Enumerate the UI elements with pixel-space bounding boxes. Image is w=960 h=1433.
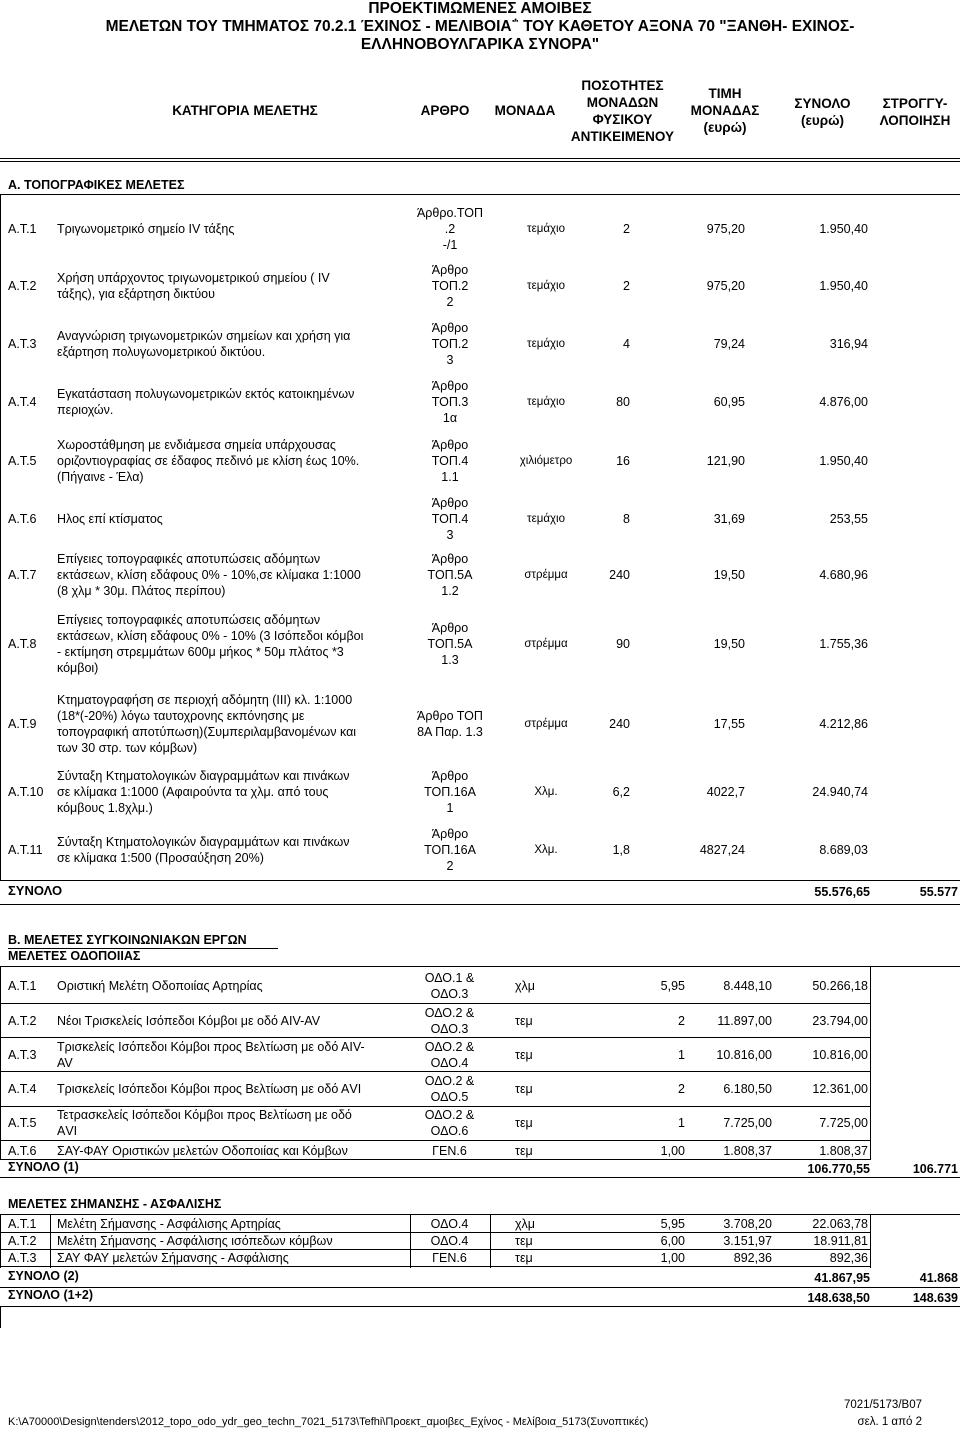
row-article-line: Άρθρο <box>431 551 469 566</box>
header-unit: ΜΟΝΑΔΑ <box>494 103 556 118</box>
row-unit: τεμάχιο <box>527 223 565 235</box>
row-unit-price: 19,50 <box>713 636 745 651</box>
row-description-line: (Πήγαινε - Έλα) <box>57 470 144 484</box>
row-unit: στρέμμα <box>524 637 568 650</box>
row-quantity: 1,00 <box>660 1251 685 1265</box>
row-code: Α.Τ.2 <box>8 1014 37 1028</box>
row-quantity: 8 <box>623 511 630 526</box>
section-b-sum-bottom <box>0 1177 960 1178</box>
row-quantity: 1,00 <box>660 1143 685 1158</box>
row-unit: τεμ <box>515 1143 533 1158</box>
row-total: 23.794,00 <box>812 1014 868 1028</box>
row-code: Α.Τ.4 <box>8 395 37 409</box>
row-description-line: εξάρτηση πολυγωνομετρικού δικτύου. <box>57 345 266 359</box>
row-code: Α.Τ.1 <box>8 222 37 236</box>
header-total: ΣΥΝΟΛΟ (ευρώ) <box>794 96 851 128</box>
header-category: ΚΑΤΗΓΟΡΙΑ ΜΕΛΕΤΗΣ <box>172 103 318 118</box>
row-description-line: σε κλίμακα 1:1000 (Αφαιρούντα τα χλμ. από τους <box>57 784 329 799</box>
row-description-line: Αναγνώριση τριγωνομετρικών σημείων και χρήση για <box>57 329 351 343</box>
row-description-line: - εκτίμηση στρεμμάτων 600μ μήκος * 50μ πλάτος *3 <box>57 644 344 659</box>
row-unit: Χλμ. <box>534 844 558 856</box>
section-a-left-border <box>0 194 1 880</box>
row-description-line: Τρισκελείς Ισόπεδοι Κόμβοι προς Βελτίωση με οδό ΑΙV- <box>57 1039 365 1054</box>
row-unit-price: 975,20 <box>706 278 745 293</box>
section-a-sum-bottom <box>0 904 960 905</box>
row-unit-price: 8.448,10 <box>723 979 772 993</box>
row-description-line: σε κλίμακα 1:500 (Προσαύξηση 20%) <box>57 851 264 865</box>
section-b-sum-rounded: 106.771 <box>912 1162 958 1176</box>
row-unit: τεμ <box>515 1116 533 1130</box>
row-article-line: ΤΟΠ.4 <box>431 454 469 468</box>
header-divider <box>0 158 960 159</box>
row-article-line: Άρθρο <box>431 321 469 335</box>
row-code: Α.Τ.1 <box>8 979 37 993</box>
row-article-line: .2 <box>444 222 456 236</box>
doc-title-line1: ΠΡΟΕΚΤΙΜΩΜΕΝΕΣ ΑΜΟΙΒΕΣ <box>368 0 592 17</box>
row-quantity: 6,00 <box>660 1234 685 1248</box>
row-unit: χιλιόμετρο <box>519 455 573 467</box>
row-article-line: ΟΔΟ.2 & <box>424 1039 475 1054</box>
row-description-line: Χρήση υπάρχοντος τριγωνομετρικού σημείου ( IV <box>57 270 330 285</box>
row-code: Α.Τ.5 <box>8 454 37 468</box>
row-total: 12.361,00 <box>812 1082 868 1096</box>
row-code: Α.Τ.10 <box>8 784 44 799</box>
row-unit: τεμάχιο <box>527 396 565 408</box>
row-article-line: 1.1 <box>441 470 459 484</box>
row-unit: τεμάχιο <box>527 338 565 350</box>
row-unit-price: 11.897,00 <box>717 1014 772 1028</box>
row-code: Α.Τ.7 <box>8 567 37 582</box>
row-article-line: 1α <box>442 411 458 425</box>
footer-path: K:\A70000\Design\tenders\2012_topo_odo_ydr_geo_techn_7021_5173\Tefhi\Προεκτ_αμοιβες_Εχίνος - Μελίβοια_5173(Συνοπτικές) <box>8 1416 649 1428</box>
row-code: Α.Τ.2 <box>8 1234 37 1248</box>
section-b-sum-total: 106.770,55 <box>807 1162 870 1176</box>
row-unit-price: 6.180,50 <box>723 1082 772 1096</box>
row-quantity: 2 <box>623 222 630 236</box>
row-quantity: 90 <box>616 636 630 651</box>
row-description-line: των 30 στρ. των κόμβων) <box>57 740 198 755</box>
row-description-line: Ηλος επί κτίσματος <box>57 511 163 526</box>
header-article: ΑΡΘΡΟ <box>420 103 470 118</box>
row-article-line: ΟΔΟ.1 & <box>424 971 475 985</box>
row-article-line: Άρθρο <box>431 495 469 510</box>
row-description-line: Τρισκελείς Ισόπεδοι Κόμβοι προς Βελτίωση με οδό ΑVI <box>57 1082 362 1096</box>
row-code: Α.Τ.8 <box>8 636 37 651</box>
row-article-line: ΤΟΠ.2 <box>431 337 469 351</box>
row-unit-price: 79,24 <box>713 337 745 351</box>
row-article: ΟΔΟ.4 <box>430 1234 469 1248</box>
row-description-line: Νέοι Τρισκελείς Ισόπεδοι Κόμβοι με οδό ΑΙV-AV <box>57 1014 321 1028</box>
row-article-line: Άρθρο <box>431 620 469 635</box>
row-unit-price: 60,95 <box>713 395 745 409</box>
row-divider <box>0 1266 870 1267</box>
row-article-line: ΟΔΟ.4 <box>430 1055 469 1070</box>
row-total: 1.950,40 <box>819 222 868 236</box>
row-description-line: Τετρασκελείς Ισόπεδοι Κόμβοι προς Βελτίωση με οδό <box>57 1108 352 1122</box>
row-unit: στρέμμα <box>524 717 568 730</box>
row-unit-price: 19,50 <box>713 567 745 582</box>
section-c-sum12-label: ΣΥΝΟΛΟ (1+2) <box>8 1288 93 1302</box>
row-total: 18.911,81 <box>813 1234 868 1248</box>
row-unit: τεμ <box>515 1047 533 1062</box>
row-total: 316,94 <box>829 337 868 351</box>
row-article-line: ΤΟΠ.5Α <box>427 636 473 651</box>
row-description-line: Χωροστάθμηση με ενδιάμεσα σημεία υπάρχουσας <box>57 438 336 452</box>
row-code: Α.Τ.1 <box>8 1217 37 1231</box>
row-total: 4.680,96 <box>819 567 868 582</box>
row-description: ΣΑΥ ΦΑΥ μελετών Σήμανσης - Ασφάλισης <box>57 1251 289 1265</box>
row-article-line: Άρθρο <box>431 768 469 783</box>
section-a-divider <box>0 194 960 195</box>
row-description-line: ΣΑΥ-ΦΑΥ Οριστικών μελετών Οδοποιίας και Κόμβων <box>57 1143 348 1158</box>
footer-page: σελ. 1 από 2 <box>857 1416 922 1428</box>
row-unit: τεμ <box>515 1234 533 1248</box>
row-description: Μελέτη Σήμανσης - Ασφάλισης ισόπεδων κόμβων <box>57 1234 333 1248</box>
row-quantity: 240 <box>609 716 630 731</box>
row-description-line: τοπογραφική αποτύπωση)(Συμπεριλαμβανομένων και <box>57 724 357 739</box>
row-unit-price: 10.816,00 <box>716 1047 772 1062</box>
row-divider <box>0 1159 870 1160</box>
section-c-sum12-rounded: 148.639 <box>912 1291 958 1305</box>
row-divider <box>0 1140 870 1141</box>
row-code: Α.Τ.2 <box>8 278 37 293</box>
section-a-sum-label: ΣΥΝΟΛΟ <box>8 883 63 898</box>
row-unit-price: 892,36 <box>733 1251 772 1265</box>
row-quantity: 240 <box>609 567 630 582</box>
section-c-sum2-line <box>0 1287 960 1288</box>
row-quantity: 2 <box>678 1082 685 1096</box>
row-code: Α.Τ.11 <box>8 843 43 857</box>
grid-line <box>410 1214 411 1268</box>
row-unit-price: 1.808,37 <box>723 1143 772 1158</box>
section-b-sum-label: ΣΥΝΟΛΟ (1) <box>8 1160 79 1174</box>
section-a-sum-line <box>0 880 960 881</box>
row-description-line: Επίγειες τοπογραφικές αποτυπώσεις αδόμητων <box>57 612 321 627</box>
row-total: 253,55 <box>829 511 868 526</box>
row-description-line: Εγκατάσταση πολυγωνομετρικών εκτός κατοικημένων <box>57 387 355 401</box>
section-c-title: ΜΕΛΕΤΕΣ ΣΗΜΑΝΣΗΣ - ΑΣΦΑΛΙΣΗΣ <box>8 1197 222 1211</box>
row-description-line: κόμβους 1.8χλμ.) <box>57 800 153 815</box>
row-article-line: ΤΟΠ.3 <box>431 395 469 409</box>
row-description-line: Επίγειες τοπογραφικές αποτυπώσεις αδόμητων <box>57 551 321 566</box>
row-article-line: ΟΔΟ.2 & <box>424 1006 475 1020</box>
row-unit-price: 4827,24 <box>699 843 745 857</box>
section-a-sum-total: 55.576,65 <box>814 885 870 899</box>
row-description-line: Οριστική Μελέτη Οδοποιίας Αρτηρίας <box>57 979 263 993</box>
section-b-subtitle: ΜΕΛΕΤΕΣ ΟΔΟΠΟΙΙΑΣ <box>8 949 141 963</box>
row-quantity: 5,95 <box>660 1217 685 1231</box>
section-c-sum2-total: 41.867,95 <box>814 1271 870 1285</box>
row-article-line: ΤΟΠ.16Α <box>424 784 476 799</box>
row-article-line: 1 <box>446 800 454 815</box>
row-total: 7.725,00 <box>819 1116 868 1130</box>
row-total: 892,36 <box>829 1251 868 1265</box>
row-quantity: 16 <box>616 454 630 468</box>
row-quantity: 6,2 <box>612 784 630 799</box>
row-description-line: Σύνταξη Κτηματολογικών διαγραμμάτων και πινάκων <box>57 768 350 783</box>
row-unit: τεμ <box>515 1251 533 1265</box>
row-total: 1.755,36 <box>819 636 868 651</box>
section-b-top <box>0 966 960 967</box>
row-code: Α.Τ.3 <box>8 1047 37 1062</box>
row-article-line: ΟΔΟ.2 & <box>424 1074 475 1088</box>
row-article-line: Άρθρο <box>431 438 469 452</box>
row-description-line: AV <box>57 1055 73 1070</box>
grid-line <box>490 1214 491 1268</box>
row-description-line: οριζοντιογραφίας σε έδαφος πεδινό με κλίση έως 10%. <box>57 454 360 468</box>
row-quantity: 4 <box>623 337 630 351</box>
doc-title-line3: ΕΛΛΗΝΟΒΟΥΛΓΑΡΙΚΑ ΣΥΝΟΡΑ" <box>360 36 600 53</box>
row-description-line: κόμβοι) <box>57 660 99 675</box>
row-quantity: 1,8 <box>612 843 630 857</box>
row-total: 22.063,78 <box>812 1217 868 1231</box>
doc-title-line2: ΜΕΛΕΤΩΝ ΤΟΥ ΤΜΗΜΑΤΟΣ 70.2.1 ΈΧΙΝΟΣ - ΜΕΛΙΒΟΙΑ΅ ΤΟΥ ΚΑΘΕΤΟΥ ΑΞΟΝΑ 70 "ΞΑΝΘΗ- ΕΧΙΝΟΣ- <box>105 18 855 35</box>
grid-line <box>870 966 871 1160</box>
row-article: ΓΕΝ.6 <box>432 1251 467 1265</box>
row-total: 4.212,86 <box>819 716 868 731</box>
row-code: Α.Τ.3 <box>8 337 37 351</box>
row-description-line: περιοχών. <box>57 403 114 417</box>
row-code: Α.Τ.5 <box>8 1116 37 1130</box>
row-quantity: 1 <box>678 1116 685 1130</box>
row-code: Α.Τ.3 <box>8 1251 37 1265</box>
row-unit-price: 3.151,97 <box>723 1234 772 1248</box>
row-article-line: 2 <box>446 859 454 873</box>
grid-line <box>0 966 1 1160</box>
row-description-line: ΑVI <box>57 1124 78 1138</box>
row-quantity: 1 <box>678 1047 685 1062</box>
row-unit-price: 975,20 <box>706 222 745 236</box>
row-article-line: 2 <box>446 294 454 309</box>
row-article: ΟΔΟ.4 <box>430 1217 469 1231</box>
row-article-line: 1.2 <box>441 583 459 598</box>
row-article-line: ΟΔΟ.3 <box>430 1022 469 1036</box>
row-article-line: ΤΟΠ.2 <box>431 278 469 293</box>
section-c-sum12-total: 148.638,50 <box>807 1291 870 1305</box>
grid-line <box>870 1214 871 1268</box>
header-rounding: ΣΤΡΟΓΓΥ- ΛΟΠΟΙΗΣΗ <box>879 96 951 128</box>
row-article-line: Άρθρο ΤΟΠ <box>417 708 483 723</box>
section-c-sum2-label: ΣΥΝΟΛΟ (2) <box>8 1269 79 1283</box>
footer-doc-id: 7021/5173/Β07 <box>843 1399 922 1411</box>
row-article-line: 3 <box>446 353 454 367</box>
row-unit-price: 3.708,20 <box>723 1217 772 1231</box>
row-unit: τεμ <box>515 1014 533 1028</box>
row-unit-price: 7.725,00 <box>723 1116 772 1130</box>
row-description-line: εκτάσεων, κλίση εδάφους 0% - 10%,σε κλίμακα 1:1000 <box>57 567 361 582</box>
row-article-line: Άρθρο.ΤΟΠ <box>416 206 484 220</box>
row-article-line: ΟΔΟ.6 <box>430 1124 469 1138</box>
row-article-line: ΤΟΠ.4 <box>431 511 469 526</box>
row-description-line: (18*(-20%) λόγω ταυτοχρονης εκπόνησης με <box>57 708 305 723</box>
row-article-line: 3 <box>446 527 454 542</box>
row-total: 1.950,40 <box>819 278 868 293</box>
row-unit: τεμάχιο <box>527 279 565 292</box>
row-description-line: Κτηματογραφήση σε περιοχή αδόμητη (ΙΙΙ) κλ. 1:1000 <box>57 692 353 707</box>
row-article-line: ΟΔΟ.5 <box>430 1090 469 1104</box>
row-article-line: Άρθρο <box>431 262 469 277</box>
row-divider <box>0 1071 870 1072</box>
row-code: Α.Τ.6 <box>8 1143 37 1158</box>
row-article-line: 1.3 <box>441 652 459 667</box>
row-description-line: τάξης), για εξάρτηση δικτύου <box>57 286 215 301</box>
row-article-line: Άρθρο <box>431 827 469 841</box>
row-unit-price: 17,55 <box>713 716 745 731</box>
row-code: Α.Τ.4 <box>8 1082 37 1096</box>
row-unit-price: 121,90 <box>706 454 745 468</box>
row-article-line: ΤΟΠ.16Α <box>424 843 476 857</box>
row-article-line: ΟΔΟ.2 & <box>424 1108 475 1122</box>
row-article-line: Άρθρο <box>431 379 469 393</box>
row-quantity: 2 <box>678 1014 685 1028</box>
row-unit: τεμ <box>515 1082 533 1096</box>
section-c-sum12-line <box>0 1306 960 1307</box>
section-b-title: Β. ΜΕΛΕΤΕΣ ΣΥΓΚΟΙΝΩΝΙΑΚΩΝ ΕΡΓΩΝ <box>8 933 247 947</box>
row-unit: χλμ <box>515 1217 536 1231</box>
row-article-line: ΟΔΟ.3 <box>430 987 469 1001</box>
row-code: Α.Τ.6 <box>8 511 37 526</box>
row-description-line: εκτάσεων, κλίση εδάφους 0% - 10% (3 Ισόπεδοι κόμβοι <box>57 628 364 643</box>
row-total: 50.266,18 <box>812 979 868 993</box>
row-quantity: 2 <box>623 278 630 293</box>
section-c-top <box>0 1214 960 1215</box>
section-c-sum2-rounded: 41.868 <box>919 1271 958 1285</box>
header-divider-2 <box>0 161 960 162</box>
row-unit: στρέμμα <box>524 568 568 581</box>
row-divider <box>0 1003 870 1004</box>
row-total: 24.940,74 <box>812 784 868 799</box>
row-article-line: -/1 <box>442 238 458 252</box>
row-total: 8.689,03 <box>819 843 868 857</box>
row-unit: τεμάχιο <box>527 512 565 525</box>
row-article-line: 8Α Παρ. 1.3 <box>417 724 483 739</box>
row-total: 4.876,00 <box>819 395 868 409</box>
section-a-title: Α. ΤΟΠΟΓΡΑΦΙΚΕΣ ΜΕΛΕΤΕΣ <box>8 178 185 192</box>
row-description-line: Σύνταξη Κτηματολογικών διαγραμμάτων και πινάκων <box>57 835 350 849</box>
row-description: Μελέτη Σήμανσης - Ασφάλισης Αρτηρίας <box>57 1217 281 1231</box>
header-quantity: ΠΟΣΟΤΗΤΕΣ ΜΟΝΑΔΩΝ ΦΥΣΙΚΟΥ ΑΝΤΙΚΕΙΜΕΝΟΥ <box>570 78 675 144</box>
row-article-line: ΤΟΠ.5Α <box>427 567 473 582</box>
header-unit-price: ΤΙΜΗ ΜΟΝΑΔΑΣ (ευρώ) <box>690 86 760 135</box>
row-quantity: 80 <box>616 395 630 409</box>
section-c-tail <box>0 1306 1 1328</box>
row-code: Α.Τ.9 <box>8 716 37 731</box>
row-total: 1.950,40 <box>819 454 868 468</box>
grid-line <box>0 1214 1 1268</box>
row-unit: Χλμ. <box>534 785 558 798</box>
section-a-sum-rounded: 55.577 <box>919 885 958 899</box>
row-article-line: ΓΕΝ.6 <box>432 1143 467 1158</box>
row-description-line: Τριγωνομετρικό σημείο IV τάξης <box>57 222 235 236</box>
row-quantity: 5,95 <box>660 979 685 993</box>
row-description-line: (8 χλμ * 30μ. Πλάτος περίπου) <box>57 583 226 598</box>
row-unit-price: 31,69 <box>713 511 745 526</box>
row-unit: χλμ <box>515 979 536 993</box>
row-total: 1.808,37 <box>819 1143 868 1158</box>
row-unit-price: 4022,7 <box>706 784 745 799</box>
row-total: 10.816,00 <box>812 1047 868 1062</box>
